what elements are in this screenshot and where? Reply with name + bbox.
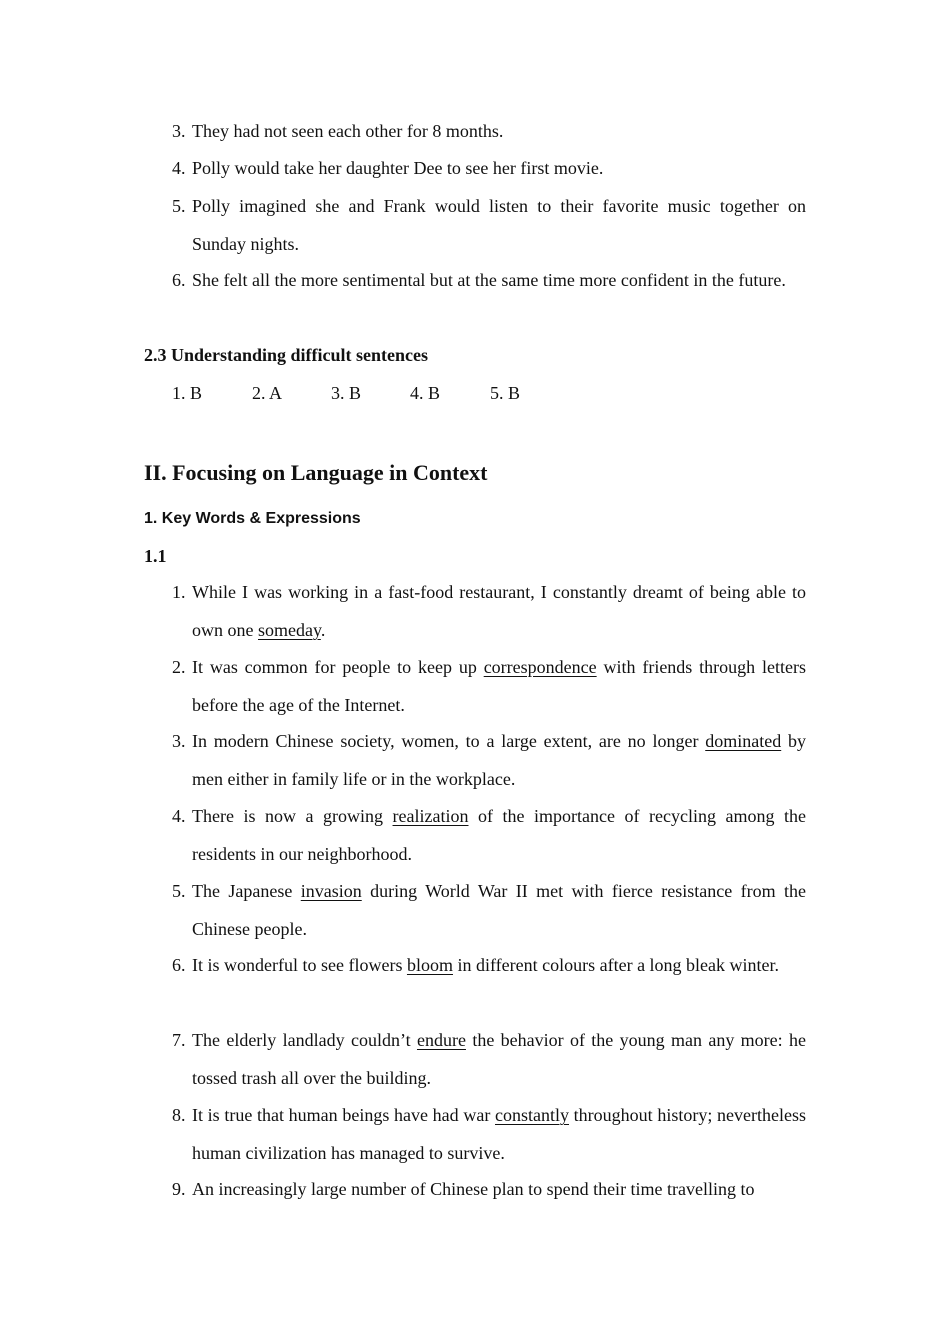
item-number: 1. [172,582,186,602]
list-item [172,262,806,300]
answer-4: 4. B [410,383,441,403]
answer-word: constantly [495,1105,569,1125]
item-number: 7. [172,1030,186,1050]
exercise-item [172,1171,806,1209]
exercise-item [172,649,806,724]
exercise-label: 1.1 [144,546,167,566]
section-heading-2-3: 2.3 Understanding difficult sentences [144,345,429,365]
item-number: 5. [172,196,186,216]
item-text: In modern Chinese society, women, to a large extent, are no longer dominated by men either in family life or in the workplace. [192,731,806,789]
list-item [172,188,806,263]
answer-word: realization [392,806,469,826]
exercise-item [172,1097,806,1172]
answer-5: 5. B [490,383,521,403]
exercise-item [172,1022,806,1097]
item-number: 2. [172,657,186,677]
item-number: 4. [172,806,186,826]
exercise-item [172,574,806,649]
exercise-item [172,947,806,985]
answer-word: endure [416,1030,466,1050]
section-heading-II: II. Focusing on Language in Context [144,460,488,485]
item-text: There is now a growing realization of the importance of recycling among the residents in our neighborhood. [192,806,806,864]
item-number: 5. [172,881,186,901]
item-text: She felt all the more sentimental but at the same time more confident in the future. [192,270,786,290]
answer-word: someday [258,619,321,640]
answer-word: dominated [705,731,782,751]
answer-word: correspondence [483,657,597,677]
item-text: It was common for people to keep up correspondence with friends through letters before the age of the Internet. [192,657,806,715]
item-text: The Japanese invasion during World War II met with fierce resistance from the Chinese people. [192,881,806,939]
exercise-item [172,798,806,873]
item-number: 6. [172,955,186,975]
list-item [172,113,806,151]
item-number: 3. [172,731,186,751]
item-text: The elderly landlady couldn’t endure the behavior of the young man any more: he tossed trash all over the building. [192,1030,806,1088]
item-number: 8. [172,1105,186,1125]
item-number: 9. [172,1179,186,1199]
subheading-key-words: 1. Key Words & Expressions [144,510,361,527]
exercise-item [172,723,806,798]
answer-word: bloom [406,955,453,975]
item-number: 6. [172,270,186,290]
answer-2: 2. A [252,383,283,403]
item-text: They had not seen each other for 8 months. [192,121,504,141]
answer-3: 3. B [331,383,362,403]
item-text: It is wonderful to see flowers bloom in different colours after a long bleak winter. [192,955,780,975]
item-number: 3. [172,121,186,141]
item-text: Polly would take her daughter Dee to see her first movie. [192,158,604,178]
answer-word: invasion [300,881,362,901]
item-number: 4. [172,158,186,178]
answer-1: 1. B [172,383,203,403]
list-item [172,150,806,188]
item-text: Polly imagined she and Frank would listen to their favorite music together on Sunday nights. [192,196,806,254]
exercise-item [172,873,806,948]
item-text: It is true that human beings have had war constantly throughout history; nevertheless human civilization has managed to survive. [192,1105,806,1163]
item-text: An increasingly large number of Chinese plan to spend their time travelling to [192,1179,755,1199]
item-text: While I was working in a fast-food restaurant, I constantly dreamt of being able to own one someday. [192,582,806,640]
